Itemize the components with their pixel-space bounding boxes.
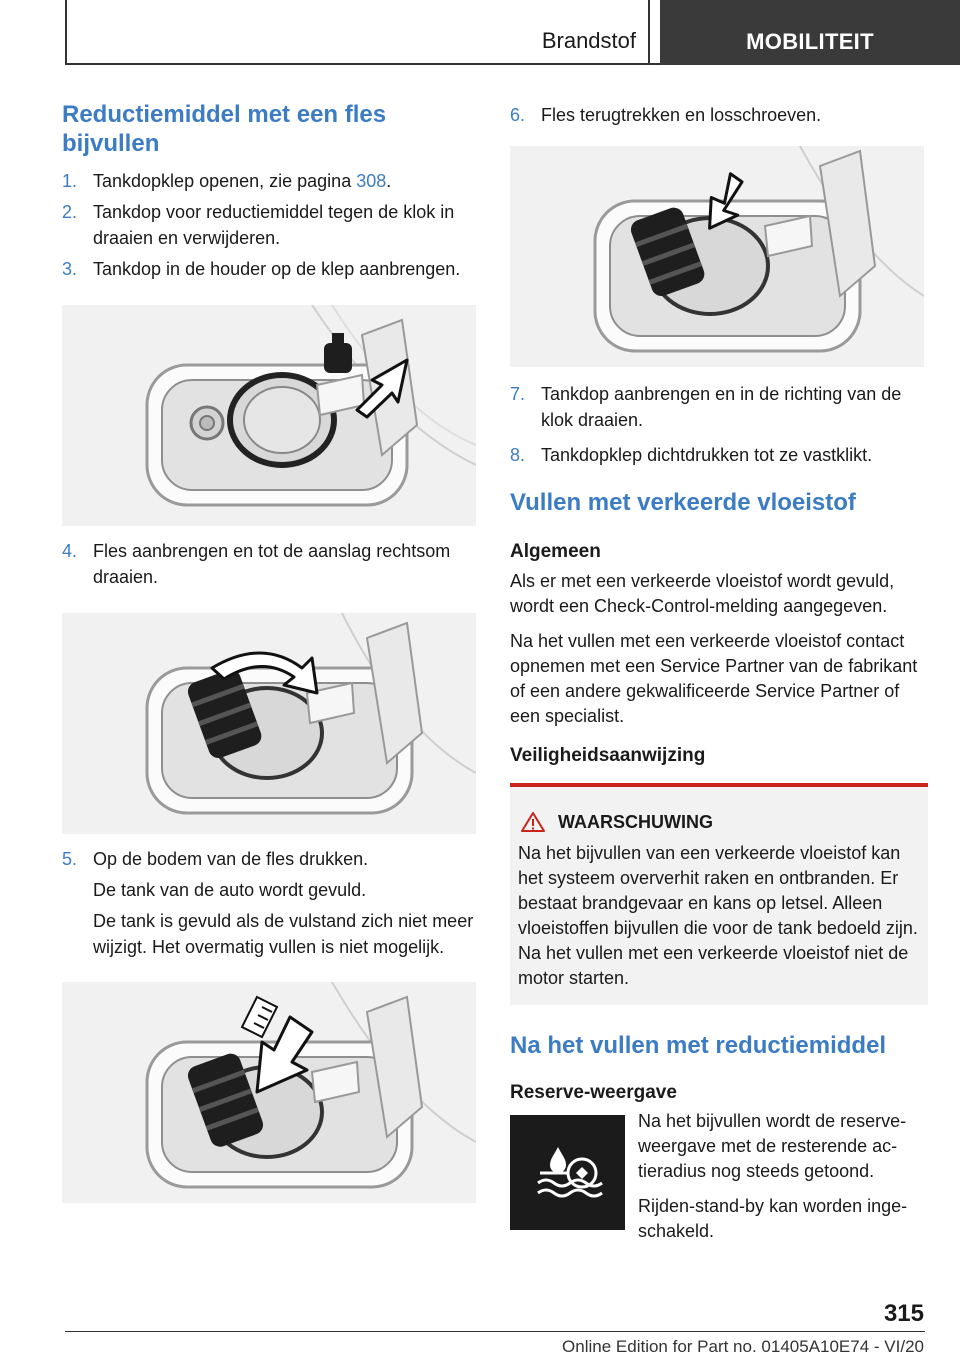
page-link[interactable]: 308 — [356, 171, 387, 191]
step-text: Tankdop voor reductiemiddel tegen de klok in draaien en verwijderen. — [93, 202, 455, 248]
step-text: Tankdop aanbrengen en in de richting van de klok draaien. — [541, 384, 902, 430]
step-5-note-2: De tank is gevuld als de vulstand zich niet meer wijzigt. Het overmatig vullen is niet mogelijk. — [93, 911, 474, 957]
heading-refill-bottle: Reductiemiddel met een fles bijvullen — [62, 101, 387, 157]
subheading-general: Algemeen — [510, 541, 601, 562]
illustration-cap-on-flap — [62, 305, 476, 526]
step-number: 8. — [510, 445, 526, 465]
step-text: Fles terugtrekken en losschroeven. — [541, 105, 822, 125]
step-2 — [62, 199, 476, 251]
subheading-reserve: Reserve-weergave — [510, 1082, 677, 1103]
step-text: Tankdopklep dichtdrukken tot ze vastklikt. — [541, 445, 873, 465]
step-text: Tankdopklep openen, zie pagina — [93, 171, 357, 191]
heading-wrong-fluid: Vullen met verkeerde vloeistof — [510, 489, 856, 516]
paragraph-standby: Rijden-stand-by kan worden ingeschakeld. — [638, 1196, 908, 1241]
reductant-reserve-icon — [510, 1115, 625, 1230]
left-column — [62, 100, 476, 1203]
section-title: Brandstof — [541, 28, 636, 53]
illustration-bottle-screw-in — [62, 613, 476, 834]
step-1 — [62, 168, 476, 194]
warning-title — [520, 811, 920, 833]
paragraph-check-control: Als er met een verkeerde vloeistof wordt gevuld, wordt een Check-Control-melding aangegeven. — [510, 571, 895, 616]
paragraph-contact-service: Na het vullen met een verkeerde vloeistof contact opnemen met een Service Partner van de fabrikant of een andere gekwalificeerde Service Partner of een specialist. — [510, 631, 918, 726]
step-text: Op de bodem van de fles drukken. — [93, 849, 369, 869]
footer-rule — [65, 1331, 925, 1332]
paragraph-reserve-display: Na het bijvullen wordt de reserveweergave met de resterende actieradius nog steeds getoond. — [638, 1111, 907, 1181]
right-column — [510, 100, 928, 1244]
edition-footer: Online Edition for Part no. 01405A10E74 - VI/20 — [562, 1337, 924, 1356]
reserve-block — [510, 1109, 928, 1244]
step-7 — [510, 381, 928, 433]
chapter-tab[interactable]: MOBILITEIT — [660, 0, 960, 65]
illustration-bottle-press — [62, 982, 476, 1203]
warning-box — [510, 783, 928, 1005]
step-number: 4. — [62, 541, 78, 561]
step-number: 2. — [62, 202, 78, 222]
step-text: Fles aanbrengen en tot de aanslag rechtsom draaien. — [93, 541, 451, 587]
warning-text: Na het bijvullen van een verkeerde vloeistof kan het systeem oververhit raken en ontbranden. Er bestaat brandgevaar en kans op letsel. Alleen vloeistoffen bijvullen die voor de tank bedoeld zijn. Na het vullen met een verkeerde vloeistof niet de motor starten. — [518, 843, 918, 988]
illustration-bottle-remove — [510, 146, 924, 367]
warning-label: WAARSCHUWING — [558, 811, 713, 832]
step-5 — [62, 846, 476, 872]
step-number: 3. — [62, 259, 78, 279]
heading-after-refill: Na het vullen met reductiemiddel — [510, 1032, 887, 1059]
subheading-safety: Veiligheidsaanwijzing — [510, 745, 706, 766]
page-number: 315 — [883, 1300, 924, 1327]
step-text: Tankdop in de houder op de klep aanbrengen. — [93, 259, 461, 279]
step-3 — [62, 256, 476, 282]
step-4 — [62, 538, 476, 590]
step-number: 6. — [510, 105, 526, 125]
step-number: 7. — [510, 384, 526, 404]
step-number: 1. — [62, 171, 78, 191]
step-5-note-1: De tank van de auto wordt gevuld. — [93, 880, 367, 900]
step-8 — [510, 442, 928, 468]
warning-triangle-icon — [520, 811, 546, 833]
step-6 — [510, 102, 928, 128]
step-text-end: . — [386, 171, 392, 191]
step-number: 5. — [62, 849, 78, 869]
